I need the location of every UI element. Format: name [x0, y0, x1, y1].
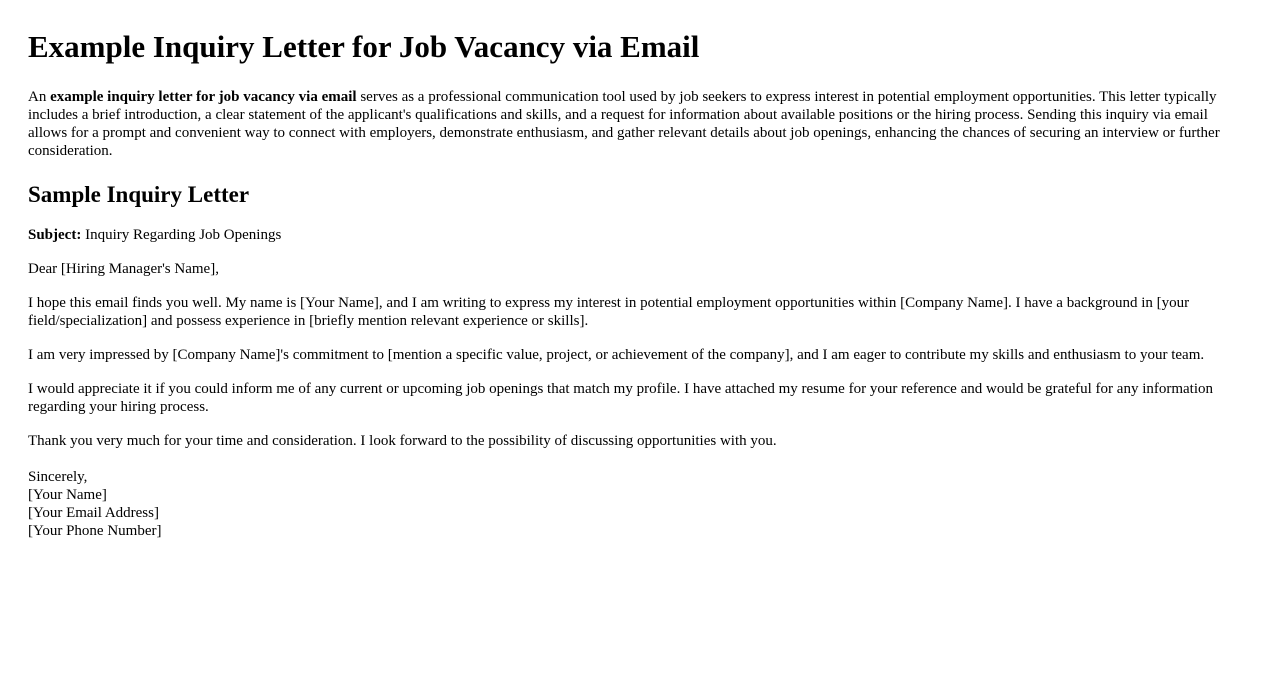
intro-lead: An: [28, 89, 51, 105]
intro-paragraph: [28, 88, 1250, 160]
sender-email: [Your Email Address]: [28, 505, 159, 521]
letter-signoff: [28, 468, 1250, 540]
letter-greeting: Dear [Hiring Manager's Name],: [28, 261, 219, 277]
letter-paragraph-3: I would appreciate it if you could inform me of any current or upcoming job openings that match my profile. I have attached my resume for your reference and would be grateful for any information regarding your hiring process.: [28, 381, 1214, 415]
subject-label: Subject:: [28, 227, 82, 243]
section-heading: Sample Inquiry Letter: [28, 182, 250, 207]
intro-rest: serves as a professional communication tool used by job seekers to express interest in potential employment opportunities. This letter typically includes a brief introduction, a clear statement of the applicant's qualifications and skills, and a request for information about available positions or the hiring process. Sending this inquiry via email allows for a prompt and convenient way to connect with employers, demonstrate enthusiasm, and gather relevant details about job openings, enhancing the chances of securing an interview or further consideration.: [28, 89, 1220, 159]
subject-text: Inquiry Regarding Job Openings: [81, 227, 282, 243]
intro-bold-phrase: example inquiry letter for job vacancy via email: [50, 89, 357, 105]
sender-phone: [Your Phone Number]: [28, 523, 162, 539]
letter-paragraph-2: I am very impressed by [Company Name]'s commitment to [mention a specific value, project, or achievement of the company], and I am eager to contribute my skills and enthusiasm to your team.: [28, 347, 1205, 363]
document-page: [0, 29, 1278, 540]
letter-paragraph-4: Thank you very much for your time and consideration. I look forward to the possibility of discussing opportunities with you.: [28, 433, 777, 449]
page-title: Example Inquiry Letter for Job Vacancy via Email: [28, 29, 700, 64]
letter-subject: [28, 226, 1250, 244]
letter-paragraph-1: I hope this email finds you well. My name is [Your Name], and I am writing to express my interest in potential employment opportunities within [Company Name]. I have a background in [your field/specialization] and possess experience in [briefly mention relevant experience or skills].: [28, 295, 1190, 329]
sender-name: [Your Name]: [28, 487, 107, 503]
closing-line: Sincerely,: [28, 469, 88, 485]
